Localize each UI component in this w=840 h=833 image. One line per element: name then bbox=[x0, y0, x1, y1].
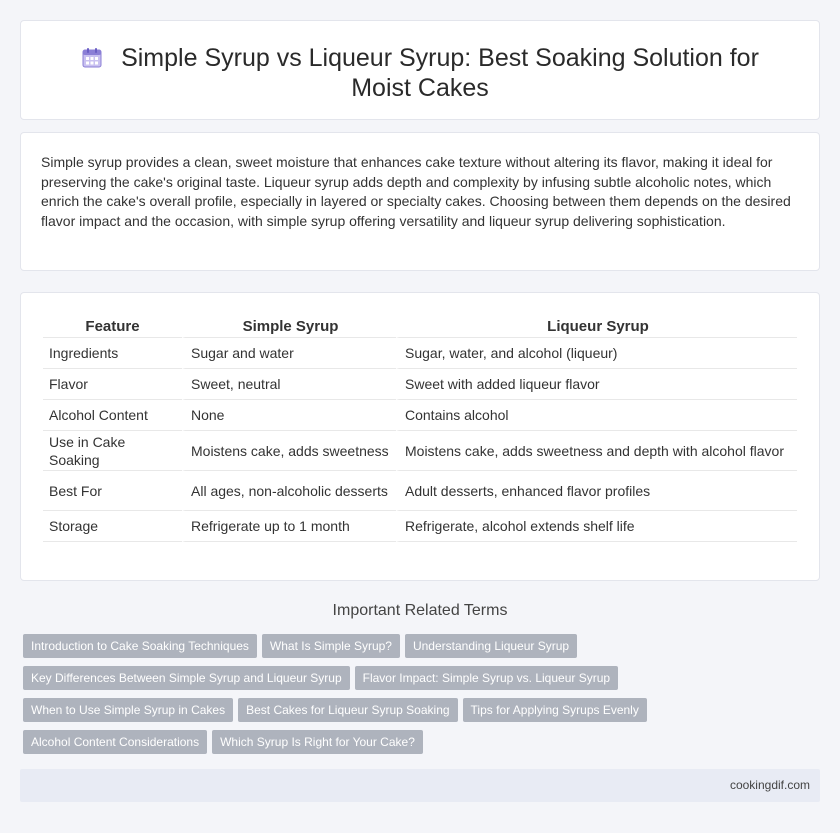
table-cell: Ingredients bbox=[43, 338, 182, 369]
table-cell: Sweet, neutral bbox=[182, 369, 396, 400]
table-row bbox=[43, 338, 797, 369]
calendar-icon bbox=[81, 46, 103, 68]
table-cell: Sweet with added liqueur flavor bbox=[396, 369, 797, 400]
table-cell: None bbox=[182, 400, 396, 431]
comparison-table bbox=[43, 315, 797, 542]
table-row bbox=[43, 431, 797, 471]
table-cell: All ages, non-alcoholic desserts bbox=[182, 471, 396, 511]
related-term-tag[interactable]: What Is Simple Syrup? bbox=[262, 634, 400, 658]
column-header-simple-syrup: Simple Syrup bbox=[182, 315, 396, 338]
table-cell: Best For bbox=[43, 471, 182, 511]
table-cell: Sugar and water bbox=[182, 338, 396, 369]
related-term-tag[interactable]: Understanding Liqueur Syrup bbox=[405, 634, 577, 658]
footer-site-link[interactable]: cookingdif.com bbox=[729, 778, 810, 792]
related-term-tag[interactable]: Key Differences Between Simple Syrup and Liqueur Syrup bbox=[23, 666, 350, 690]
table-cell: Storage bbox=[43, 511, 182, 542]
related-terms-list bbox=[23, 634, 823, 762]
header-card bbox=[20, 20, 820, 120]
table-cell: Adult desserts, enhanced flavor profiles bbox=[396, 471, 797, 511]
related-term-tag[interactable]: Introduction to Cake Soaking Techniques bbox=[23, 634, 257, 658]
related-term-tag[interactable]: Flavor Impact: Simple Syrup vs. Liqueur Syrup bbox=[355, 666, 618, 690]
footer bbox=[20, 769, 820, 802]
table-header-row bbox=[43, 315, 797, 338]
tag-row bbox=[23, 666, 823, 698]
related-term-tag[interactable]: Which Syrup Is Right for Your Cake? bbox=[212, 730, 423, 754]
related-term-tag[interactable]: When to Use Simple Syrup in Cakes bbox=[23, 698, 233, 722]
table-row bbox=[43, 369, 797, 400]
table-cell: Flavor bbox=[43, 369, 182, 400]
related-terms-heading: Important Related Terms bbox=[332, 602, 508, 619]
tag-row bbox=[23, 698, 823, 730]
column-header-feature: Feature bbox=[43, 315, 182, 338]
intro-card bbox=[20, 132, 820, 271]
table-cell: Sugar, water, and alcohol (liqueur) bbox=[396, 338, 797, 369]
table-cell: Use in Cake Soaking bbox=[43, 431, 182, 471]
related-term-tag[interactable]: Tips for Applying Syrups Evenly bbox=[463, 698, 647, 722]
table-row bbox=[43, 400, 797, 431]
table-cell: Refrigerate, alcohol extends shelf life bbox=[396, 511, 797, 542]
table-cell: Alcohol Content bbox=[43, 400, 182, 431]
table-row bbox=[43, 511, 797, 542]
title-wrap bbox=[61, 43, 779, 103]
table-cell: Refrigerate up to 1 month bbox=[182, 511, 396, 542]
intro-paragraph: Simple syrup provides a clean, sweet moisture that enhances cake texture without altering its flavor, making it ideal for preserving the cake's original taste. Liqueur syrup adds depth and complexity by infusing subtle alcoholic notes, which enrich the cake's overall profile, especially in layered or specialty cakes. Choosing between them depends on the desired flavor impact and the occasion, with simple syrup offering versatility and liqueur syrup delivering sophistication. bbox=[41, 154, 791, 229]
table-row bbox=[43, 471, 797, 511]
tag-row bbox=[23, 634, 823, 666]
table-cell: Moistens cake, adds sweetness bbox=[182, 431, 396, 471]
related-term-tag[interactable]: Alcohol Content Considerations bbox=[23, 730, 207, 754]
related-term-tag[interactable]: Best Cakes for Liqueur Syrup Soaking bbox=[238, 698, 457, 722]
comparison-card bbox=[20, 292, 820, 581]
table-cell: Contains alcohol bbox=[396, 400, 797, 431]
tag-row bbox=[23, 730, 823, 762]
column-header-liqueur-syrup: Liqueur Syrup bbox=[396, 315, 797, 338]
table-cell: Moistens cake, adds sweetness and depth with alcohol flavor bbox=[396, 431, 797, 471]
page-title bbox=[61, 43, 779, 103]
page-title-text: Simple Syrup vs Liqueur Syrup: Best Soaking Solution for Moist Cakes bbox=[121, 44, 759, 102]
